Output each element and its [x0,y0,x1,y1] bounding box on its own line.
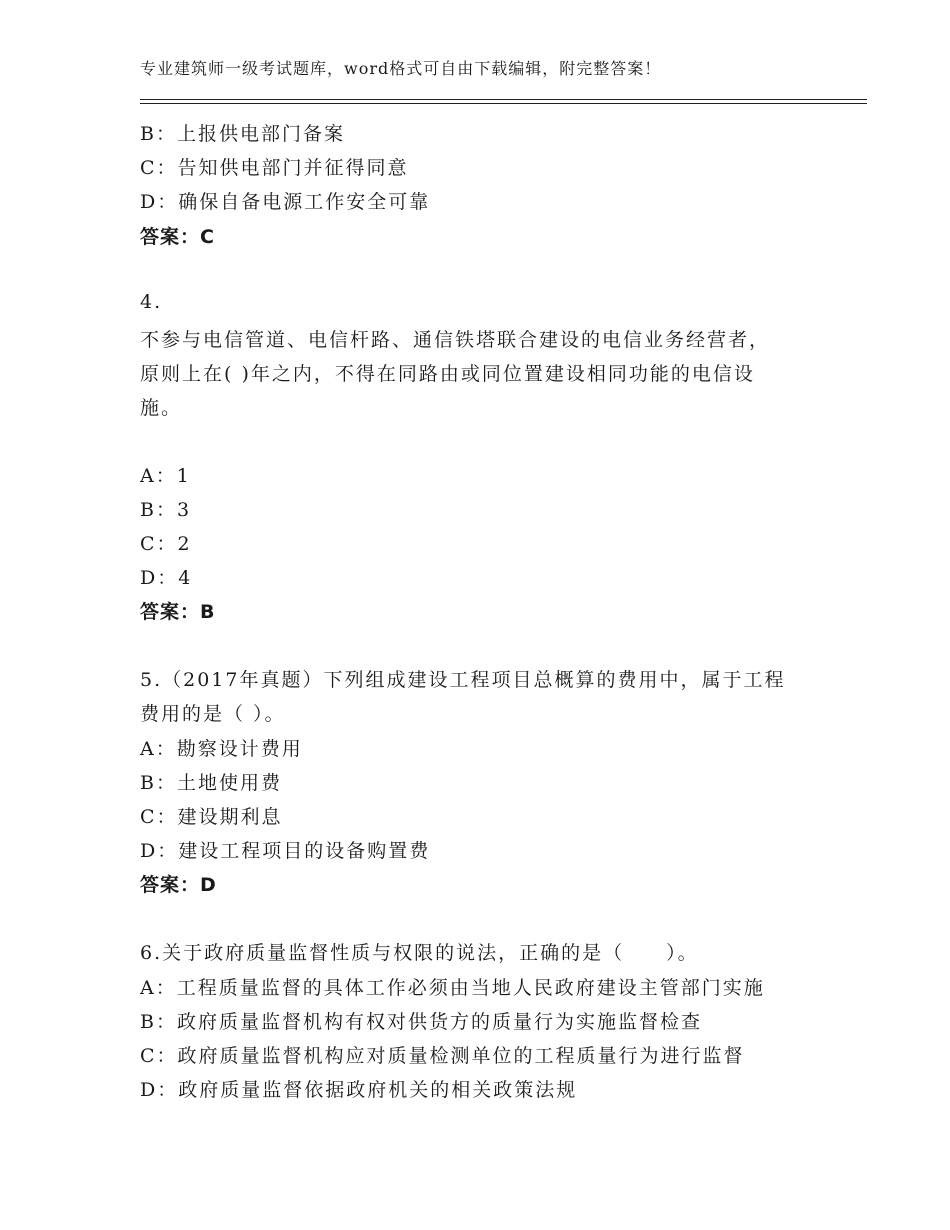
q5-answer: 答案：D [140,874,217,896]
q3-option-b: B：上报供电部门备案 [140,123,345,145]
page-header: 专业建筑师一级考试题库，word格式可自由下载编辑，附完整答案！ [140,59,662,78]
q4-stem-line-3: 施。 [140,397,183,419]
q6-stem-line-1: 6.关于政府质量监督性质与权限的说法，正确的是（ ）。 [140,942,699,964]
q4-option-b: B：3 [140,499,192,521]
q4-answer: 答案：B [140,601,216,623]
q4-stem-line-1: 不参与电信管道、电信杆路、通信铁塔联合建设的电信业务经营者， [140,329,771,351]
q5-stem-line-2: 费用的是（ ）。 [140,703,286,725]
q3-option-d: D：确保自备电源工作安全可靠 [140,191,431,213]
q6-option-d: D：政府质量监督依据政府机关的相关政策法规 [140,1079,578,1101]
q5-stem-line-1: 5.（2017年真题）下列组成建设工程项目总概算的费用中，属于工程 [140,669,786,691]
q5-option-b: B：土地使用费 [140,772,282,794]
q5-option-a: A：勘察设计费用 [140,738,303,760]
q4-option-a: A：1 [140,465,191,487]
q6-option-a: A：工程质量监督的具体工作必须由当地人民政府建设主管部门实施 [140,977,765,999]
q5-option-c: C：建设期利息 [140,806,283,828]
q4-stem-line-2: 原则上在( )年之内，不得在同路由或同位置建设相同功能的电信设 [140,363,755,385]
q6-option-b: B：政府质量监督机构有权对供货方的质量行为实施监督检查 [140,1011,702,1033]
q3-option-c: C：告知供电部门并征得同意 [140,157,409,179]
q4-option-d: D：4 [140,567,193,589]
header-rule-bottom [140,103,867,104]
q5-option-d: D：建设工程项目的设备购置费 [140,840,431,862]
q4-number: 4. [140,291,163,313]
header-rule-top [140,99,867,100]
q6-option-c: C：政府质量监督机构应对质量检测单位的工程质量行为进行监督 [140,1045,745,1067]
q3-answer: 答案：C [140,226,215,248]
q4-option-c: C：2 [140,533,192,555]
